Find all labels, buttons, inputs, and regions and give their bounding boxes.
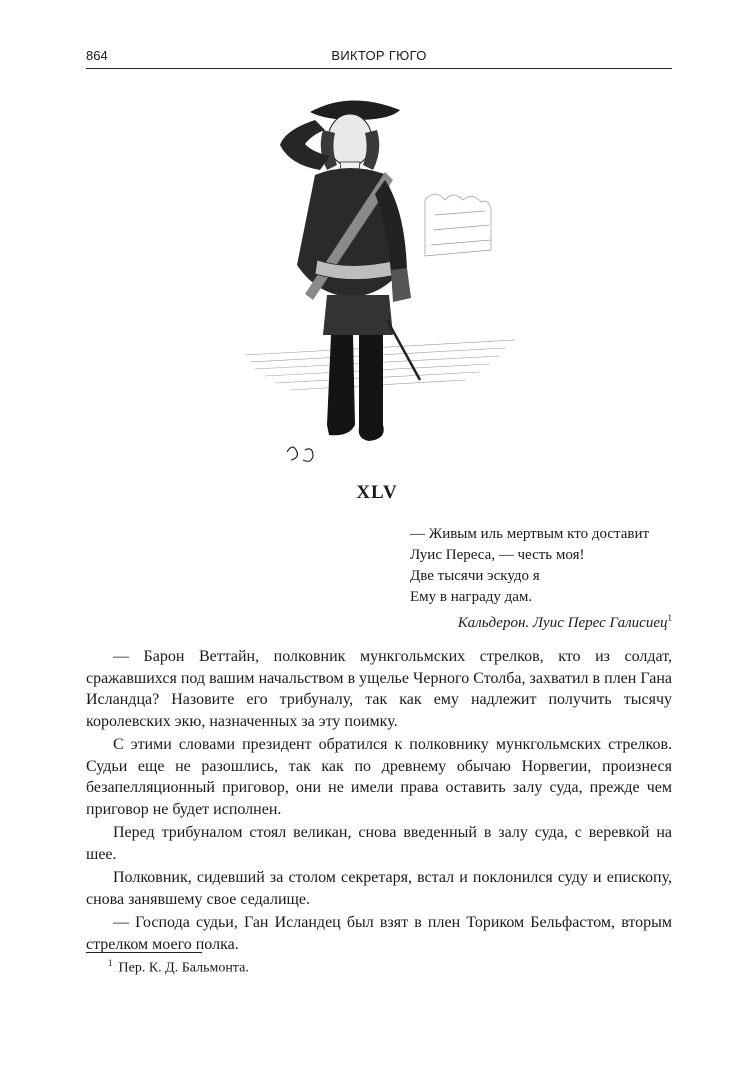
chapter-title: XLV	[356, 482, 398, 503]
soldier-engraving	[235, 90, 525, 470]
page-number: 864	[86, 48, 108, 63]
left-boot	[327, 335, 355, 435]
breeches	[323, 295, 393, 335]
paragraph: Перед трибуналом стоял великан, снова введенный в залу суда, с веревкой на шее.	[86, 824, 672, 863]
right-boot	[359, 335, 384, 441]
paragraph: С этими словами президент обратился к полковнику мункгольмских стрелков. Судьи еще не разошлись, так как по древнему обычаю Норвегии, произнеся безапелляционный приговор, они не имели права оставить залу суда, прежде чем приговор не будет исполнен.	[86, 736, 672, 818]
sword	[387, 320, 420, 380]
epigraph-line: — Живым иль мертвым кто доставит	[410, 526, 650, 542]
footnote-reference[interactable]: 1	[667, 613, 672, 623]
footnote-mark: 1	[108, 958, 113, 968]
epigraph	[410, 524, 672, 634]
epigraph-line: Ему в награду дам.	[410, 589, 533, 605]
footnote	[108, 958, 249, 977]
paragraph: — Господа судьи, Ган Исландец был взят в плен Ториком Бельфастом, вторым стрелком моего полка.	[86, 914, 672, 953]
glove	[391, 268, 411, 302]
paragraph: — Барон Веттайн, полковник мункгольмских стрелков, кто из солдат, сражавшихся под вашим начальством в ущелье Черного Столба, захватил в плен Гана Исландца? Назовите его трибуналу, так как ему надлежит получить тысячу королевских экю, назначенных за эту поимку.	[86, 648, 672, 730]
running-title: ВИКТОР ГЮГО	[331, 48, 427, 63]
epigraph-line: Две тысячи эскудо я	[410, 568, 540, 584]
epigraph-attribution	[410, 608, 672, 634]
running-head	[86, 48, 672, 69]
epigraph-line: Луис Переса, — честь моя!	[410, 547, 585, 563]
body-text	[86, 646, 672, 957]
footnote-text: Пер. К. Д. Бальмонта.	[118, 960, 249, 976]
paragraph: Полковник, сидевший за столом секретаря, встал и поклонился суду и епископу, снова занявшему свое седалище.	[86, 869, 672, 908]
footnote-divider	[86, 952, 202, 953]
attribution-text: Кальдерон. Луис Перес Галисиец	[457, 615, 668, 631]
engraver-signature	[287, 447, 313, 461]
